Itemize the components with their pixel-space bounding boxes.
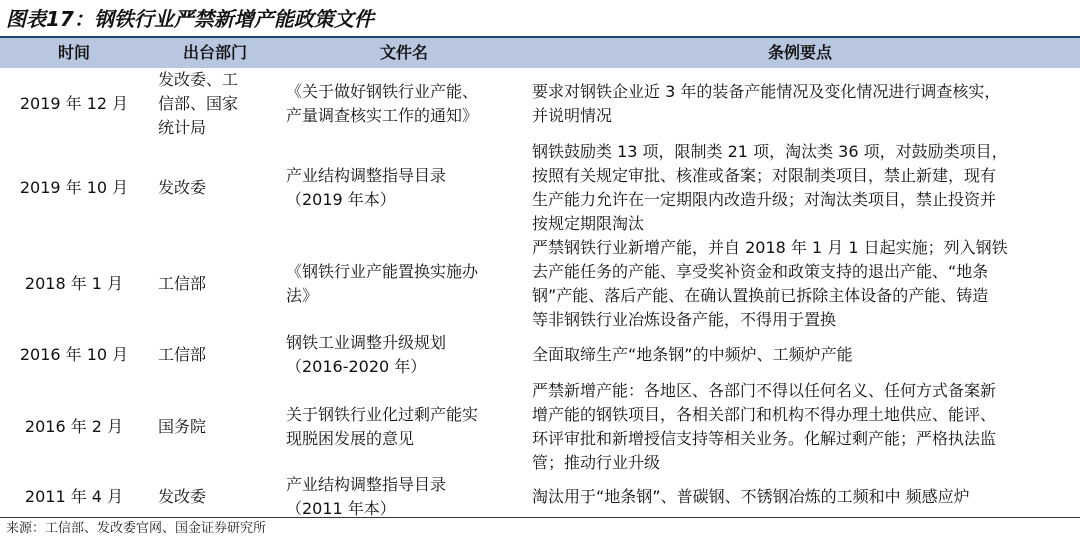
cell-dept: 工信部 [158,345,207,364]
cell-doc: 产业结构调整指导目录 （2011 年本） [286,474,447,518]
cell-rule: 淘汰用于“地条钢”、普碳钢、不锈钢冶炼的工频和中 频感应炉 [532,486,970,506]
cell-rule: 要求对钢铁企业近 3 年的装备产能情况及变化情况进行调查核实， 并说明情况 [532,82,1001,125]
table-row [0,378,1080,476]
table-row [0,68,1080,140]
cell-time: 2011 年 4 月 [24,486,124,506]
cell-dept: 国务院 [158,417,207,436]
cell-time: 2016 年 2 月 [24,417,124,436]
table-row [0,332,1080,378]
cell-rule: 钢铁鼓励类 13 项，限制类 21 项，淘汰类 36 项，对鼓励类项目， 按照有关规定审批、核准或备案；对限制类项目，禁止新建，现有 生产能力允许在一定期限内改造升级；对淘汰类项目，禁止投资并 按规定期限淘汰 [532,142,1008,233]
cell-time: 2016 年 10 月 [19,345,129,364]
table-row [0,236,1080,332]
header-doc: 文件名 [379,43,428,62]
table-row [0,476,1080,517]
cell-doc: 《钢铁行业产能置换实施办 法》 [286,262,479,305]
source-note: 来源：工信部、发改委官网、国金证券研究所 [6,521,267,536]
header-dept: 出台部门 [182,43,247,62]
cell-rule: 严禁新增产能：各地区、各部门不得以任何名义、任何方式备案新 增产能的钢铁项目，各相关部门和机构不得办理土地供应、能评、 环评审批和新增授信支持等相关业务。化解过剩产能；严格执法监 管；推动行业升级 [532,381,997,472]
cell-dept: 发改委 [158,486,207,506]
cell-time: 2019 年 10 月 [19,178,129,197]
header-time: 时间 [57,43,90,62]
cell-doc: 《关于做好钢铁行业产能、 产量调查核实工作的通知》 [286,82,479,125]
cell-rule: 全面取缔生产“地条钢”的中频炉、工频炉产能 [532,345,853,364]
cell-dept: 发改委、工 信部、国家 统计局 [158,70,239,137]
cell-doc: 钢铁工业调整升级规划 （2016-2020 年） [286,333,447,376]
cell-time: 2019 年 12 月 [19,94,129,113]
bottom-rule [0,517,1080,518]
figure-title: 图表17：钢铁行业严禁新增产能政策文件 [6,7,374,31]
cell-doc: 关于钢铁行业化过剩产能实 现脱困发展的意见 [286,405,479,448]
table-row [0,140,1080,236]
cell-rule: 严禁钢铁行业新增产能，并自 2018 年 1 月 1 日起实施；列入钢铁 去产能任务的产能、享受奖补资金和政策支持的退出产能、“地条 钢”产能、落后产能、在确认置换前已拆除主体设备的产能、铸造 等非钢铁行业冶炼设备产能，不得用于置换 [532,238,1008,329]
cell-dept: 发改委 [158,178,207,197]
table-header [0,38,1080,68]
cell-time: 2018 年 1 月 [24,274,124,293]
header-rule: 条例要点 [767,43,832,62]
cell-doc: 产业结构调整指导目录 （2019 年本） [286,166,447,209]
cell-dept: 工信部 [158,274,207,293]
